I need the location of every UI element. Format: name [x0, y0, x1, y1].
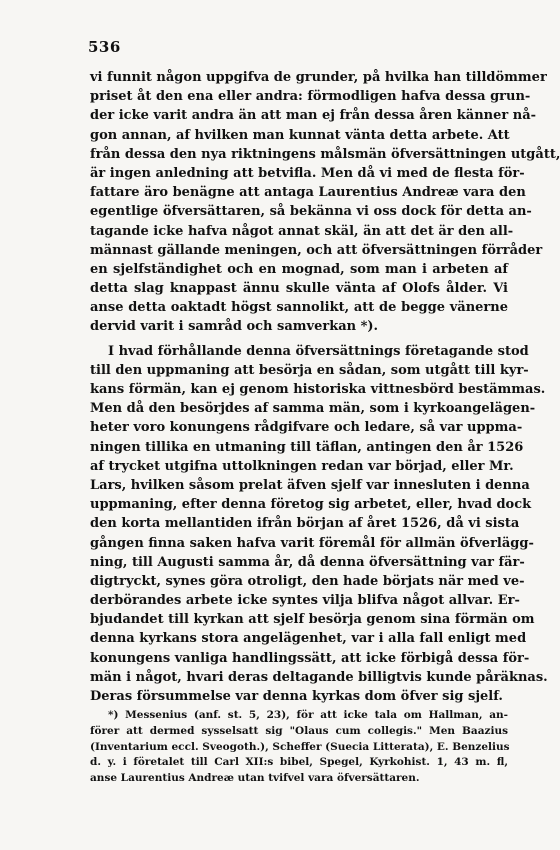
text-line: till den uppmaning att besörja en sådan, som utgått till kyr- — [90, 362, 529, 378]
text-line: från dessa den nya riktningens målsmän öfversättningen utgått, — [90, 146, 560, 162]
text-line: priset åt den ena eller andra: förmodligen hafva dessa grun- — [90, 89, 531, 105]
text-line: Deras försummelse var denna kyrkas dom öfver sig sjelf. — [90, 689, 503, 704]
text-line: tagande icke hafva något annat skäl, än att det är den all- — [90, 223, 514, 239]
footnote-line: (Inventarium eccl. Sveogoth.), Scheffer (Suecia Litterata), E. Benzelius — [90, 740, 510, 753]
text-line: denna kyrkans stora angelägenhet, var i alla fall enligt med — [90, 631, 527, 647]
body-text — [90, 68, 560, 706]
paragraph — [90, 68, 560, 337]
text-line: uppmaning, efter denna företog sig arbetet, eller, hvad dock — [90, 497, 532, 513]
text-line: Lars, hvilken såsom prelat äfven sjelf var innesluten i denna — [90, 477, 530, 493]
text-line: den korta mellantiden ifrån början af året 1526, då vi sista — [90, 516, 520, 532]
text-line: dervid varit i samråd och samverkan *). — [90, 319, 379, 335]
text-line: fattare äro benägne att antaga Laurentius Andreæ vara den — [90, 185, 526, 201]
footnote-line: anse Laurentius Andreæ utan tvifvel vara öfversättaren. — [90, 772, 420, 785]
text-line: der icke varit andra än att man ej från dessa åren känner nå- — [90, 108, 537, 124]
text-line: egentlige öfversättaren, så bekänna vi oss dock för detta an- — [90, 204, 532, 220]
text-line: männast gällande meningen, och att öfversättningen förråder — [90, 242, 543, 258]
text-line: Men då den besörjdes af samma män, som i kyrkoangelägen- — [90, 401, 536, 417]
text-line: gången finna saken hafva varit föremål för allmän öfverlägg- — [90, 535, 534, 551]
text-line: gon annan, af hvilken man kunnat vänta detta arbete. Att — [90, 127, 510, 143]
footnote-line: d. y. i företalet till Carl XII:s bibel, Spegel, Kyrkohist. 1, 43 m. fl, — [90, 756, 508, 769]
text-line: kans förmän, kan ej genom historiska vittnesbörd bestämmas. — [90, 382, 546, 397]
paragraph — [90, 342, 548, 707]
text-line: derbörandes arbete icke syntes vilja blifva något allvar. Er- — [90, 593, 520, 609]
footnote-line: förer att dermed sysselsatt sig "Olaus cum collegis." Men Baazius — [90, 724, 508, 737]
text-line: konungens vanliga handlingssätt, att icke förbigå dessa för- — [90, 650, 530, 666]
text-line: heter voro konungens rådgifvare och ledare, så var uppma- — [90, 420, 523, 436]
text-line: detta slag knappast ännu skulle vänta af Olofs ålder. Vi — [90, 281, 508, 297]
text-line: anse detta oaktadt högst sannolikt, att de begge vänerne — [90, 300, 508, 316]
text-line: vi funnit någon uppgifva de grunder, på hvilka han tilldömmer — [90, 70, 547, 85]
text-line: I hvad förhållande denna öfversättnings företagande stod — [108, 343, 529, 359]
text-line: män i något, hvari deras deltagande billigtvis kunde påräknas. — [90, 669, 548, 685]
text-line: af trycket utgifna uttolkningen redan var börjad, eller Mr. — [90, 458, 514, 474]
footnote-line: *) Messenius (anf. st. 5, 23), för att icke tala om Hallman, an- — [108, 709, 508, 721]
footnote — [90, 708, 508, 787]
text-line: ningen tillika en utmaning till täflan, antingen den år 1526 — [90, 439, 524, 455]
text-line: digtryckt, synes göra otroligt, den hade börjats när med ve- — [90, 573, 525, 589]
page-number: 536 — [88, 38, 121, 56]
text-line: en sjelfständighet och en mognad, som man i arbeten af — [90, 261, 508, 277]
text-line: ning, till Augusti samma år, då denna öfversättning var fär- — [90, 554, 525, 570]
text-line: bjudandet till kyrkan att sjelf besörja genom sina förmän om — [90, 612, 535, 628]
text-line: är ingen anledning att betvifla. Men då vi med de flesta för- — [90, 165, 525, 181]
